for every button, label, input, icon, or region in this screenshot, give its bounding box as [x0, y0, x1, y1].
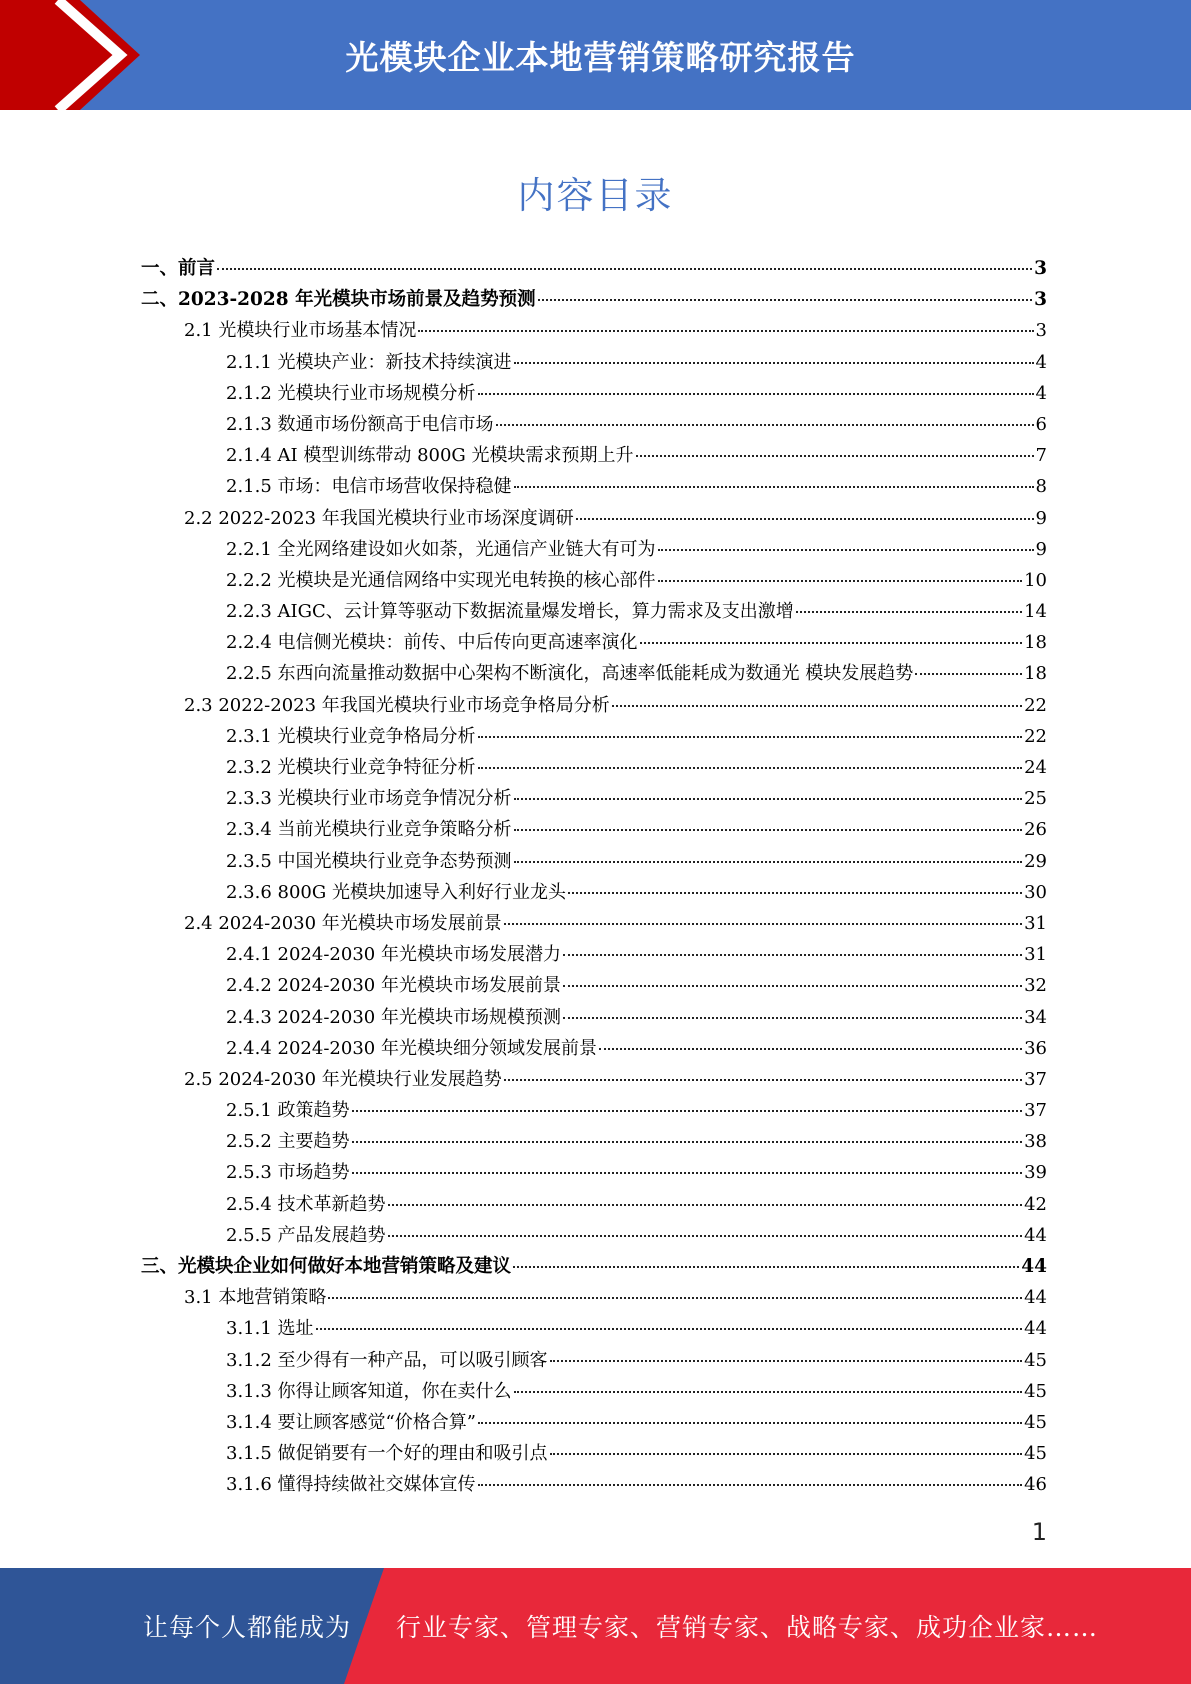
toc-entry-label: 2.3.2 光模块行业竞争特征分析 [226, 757, 476, 778]
toc-entry[interactable] [141, 1034, 1047, 1065]
toc-dot-leader [316, 1328, 1023, 1330]
toc-entry[interactable] [141, 1003, 1047, 1034]
toc-entry-label: 2.3.3 光模块行业市场竞争情况分析 [226, 788, 512, 810]
toc-entry-label: 2.3.4 当前光模块行业竞争策略分析 [226, 819, 512, 841]
toc-entry[interactable] [141, 691, 1047, 722]
toc-entry[interactable] [141, 1470, 1047, 1501]
toc-entry-page: 44 [1024, 1318, 1047, 1340]
toc-dot-leader [563, 1017, 1022, 1019]
toc-entry-page: 29 [1024, 850, 1047, 872]
toc-entry-page: 24 [1024, 757, 1047, 778]
toc-entry-page: 9 [1035, 538, 1047, 560]
toc-entry-label: 2.2.3 AIGC、云计算等驱动下数据流量爆发增长，算力需求及支出激增 [226, 601, 794, 623]
toc-dot-leader [514, 1391, 1023, 1393]
toc-entry-page: 45 [1024, 1380, 1047, 1402]
toc-entry[interactable] [141, 1158, 1047, 1189]
toc-entry-page: 10 [1024, 569, 1047, 591]
toc-entry-page: 18 [1024, 632, 1047, 654]
footer-band [0, 1568, 1191, 1684]
toc-entry-label: 2.5 2024-2030 年光模块行业发展趋势 [184, 1068, 502, 1090]
toc-entry-label: 2.4.2 2024-2030 年光模块市场发展前景 [226, 975, 561, 997]
toc-entry-label: 2.4.4 2024-2030 年光模块细分领域发展前景 [226, 1037, 597, 1059]
toc-entry-label: 2.4 2024-2030 年光模块市场发展前景 [184, 912, 502, 934]
toc-entry-label: 2.1.5 市场：电信市场营收保持稳健 [226, 476, 512, 498]
toc-entry-page: 22 [1024, 694, 1047, 716]
toc-entry-page: 39 [1024, 1162, 1047, 1184]
toc-entry-page: 44 [1021, 1256, 1047, 1277]
toc-entry-label: 2.3 2022-2023 年我国光模块行业市场竞争格局分析 [184, 694, 610, 716]
toc-entry-label: 2.2.4 电信侧光模块：前传、中后传向更高速率演化 [226, 632, 638, 654]
toc-entry-label: 2.3.1 光模块行业竞争格局分析 [226, 725, 476, 747]
toc-heading: 内容目录 [517, 174, 674, 217]
toc-dot-leader [478, 1422, 1022, 1424]
toc-entry-page: 14 [1024, 601, 1047, 623]
toc-entry[interactable] [141, 940, 1047, 971]
toc-entry[interactable] [141, 348, 1047, 379]
toc-entry-label: 3.1.5 做促销要有一个好的理由和吸引点 [226, 1443, 548, 1465]
toc-entry-label: 3.1.6 懂得持续做社交媒体宣传 [226, 1474, 476, 1496]
toc-dot-leader [496, 424, 1034, 426]
toc-dot-leader [418, 330, 1033, 332]
toc-dot-leader [915, 673, 1022, 675]
toc-entry[interactable] [141, 847, 1047, 878]
toc-dot-leader [550, 1453, 1023, 1455]
toc-entry-page: 37 [1024, 1100, 1047, 1122]
toc-entry[interactable] [141, 1439, 1047, 1470]
toc-entry-label: 3.1.2 至少得有一种产品，可以吸引顾客 [226, 1349, 548, 1371]
toc-entry[interactable] [141, 815, 1047, 846]
toc-dot-leader [576, 518, 1034, 520]
toc-entry-label: 2.1.1 光模块产业：新技术持续演进 [226, 351, 512, 373]
toc-dot-leader [478, 1484, 1023, 1486]
footer-slogan-right: 行业专家、管理专家、营销专家、战略专家、成功企业家…… [396, 1613, 1099, 1642]
toc-entry[interactable] [141, 597, 1047, 628]
toc-dot-leader [796, 611, 1022, 613]
report-title: 光模块企业本地营销策略研究报告 [345, 37, 856, 77]
toc-dot-leader [352, 1110, 1023, 1112]
toc-entry-label: 2.5.5 产品发展趋势 [226, 1224, 386, 1246]
toc-entry[interactable] [141, 1190, 1047, 1221]
toc-entry-label: 2.1.4 AI 模型训练带动 800G 光模块需求预期上升 [226, 445, 634, 467]
toc-dot-leader [217, 268, 1032, 270]
toc-dot-leader [658, 549, 1034, 551]
header-band [0, 0, 1191, 110]
page-number: 1 [1031, 1518, 1047, 1546]
toc-entry-page: 3 [1035, 320, 1047, 342]
toc-entry-page: 45 [1024, 1349, 1047, 1371]
toc-entry-page: 3 [1034, 289, 1047, 311]
toc-entry[interactable] [141, 784, 1047, 815]
toc-entry[interactable] [141, 566, 1047, 597]
toc-entry[interactable] [141, 379, 1047, 410]
toc-entry-page: 31 [1024, 944, 1047, 966]
toc-dot-leader [514, 362, 1034, 364]
toc-entry-label: 3.1.1 选址 [226, 1318, 314, 1340]
toc-dot-leader [478, 767, 1023, 769]
toc-dot-leader [513, 1266, 1019, 1268]
toc-dot-leader [612, 705, 1022, 707]
toc-entry-label: 2.1.2 光模块行业市场规模分析 [226, 382, 476, 404]
toc-entry-label: 2.1.3 数通市场份额高于电信市场 [226, 413, 494, 435]
toc-dot-leader [658, 580, 1023, 582]
toc-entry-label: 2.3.6 800G 光模块加速导入利好行业龙头 [226, 881, 566, 903]
toc-entry[interactable] [141, 1346, 1047, 1377]
toc-dot-leader [514, 798, 1023, 800]
toc-entry[interactable] [141, 1314, 1047, 1345]
toc-entry[interactable] [141, 1252, 1047, 1283]
toc-entry-page: 31 [1024, 912, 1047, 934]
toc-entry-label: 2.5.3 市场趋势 [226, 1162, 350, 1184]
toc-entry-label: 2.3.5 中国光模块行业竞争态势预测 [226, 850, 512, 872]
toc-entry-label: 2.1 光模块行业市场基本情况 [184, 320, 417, 342]
footer-slogan-left: 让每个人都能成为 [143, 1613, 352, 1642]
toc-dot-leader [352, 1172, 1023, 1174]
toc-entry-page: 30 [1024, 881, 1047, 903]
toc-dot-leader [550, 1360, 1023, 1362]
toc-entry[interactable] [141, 1408, 1047, 1439]
toc-dot-leader [352, 1141, 1023, 1143]
toc-entry-label: 2.2.2 光模块是光通信网络中实现光电转换的核心部件 [226, 569, 656, 591]
toc-entry[interactable] [141, 1127, 1047, 1158]
toc-entry[interactable] [141, 628, 1047, 659]
toc-entry-page: 42 [1024, 1193, 1047, 1215]
toc-entry-label: 3.1.3 你得让顾客知道，你在卖什么 [226, 1380, 512, 1402]
toc-entry-page: 6 [1035, 413, 1047, 435]
toc-dot-leader [328, 1297, 1022, 1299]
toc-dot-leader [478, 736, 1023, 738]
toc-entry[interactable] [141, 722, 1047, 753]
toc-dot-leader [640, 642, 1023, 644]
toc-entry-page: 37 [1024, 1068, 1047, 1090]
toc-entry-label: 2.5.2 主要趋势 [226, 1131, 350, 1153]
toc-entry-page: 22 [1024, 725, 1047, 747]
toc-entry[interactable] [141, 1283, 1047, 1314]
toc-entry-label: 2.5.1 政策趋势 [226, 1100, 350, 1122]
toc-entry[interactable] [141, 504, 1047, 535]
toc-entry[interactable] [141, 1065, 1047, 1096]
toc-entry-page: 8 [1035, 476, 1047, 498]
toc-entry-page: 18 [1024, 663, 1047, 685]
toc-entry-page: 38 [1024, 1131, 1047, 1153]
toc-entry-page: 46 [1024, 1474, 1047, 1496]
toc-entry-label: 2.4.1 2024-2030 年光模块市场发展潜力 [226, 944, 561, 966]
toc-entry[interactable] [141, 659, 1047, 690]
toc-entry-page: 44 [1024, 1287, 1047, 1309]
toc-entry-page: 45 [1024, 1411, 1047, 1433]
toc-entry[interactable] [141, 410, 1047, 441]
toc-dot-leader [568, 892, 1022, 894]
toc-dot-leader [504, 923, 1022, 925]
toc-entry[interactable] [141, 1221, 1047, 1252]
toc-entry-label: 一、前言 [141, 258, 216, 279]
toc-entry[interactable] [141, 254, 1047, 285]
toc-entry-label: 3.1 本地营销策略 [184, 1287, 327, 1309]
toc-dot-leader [563, 954, 1022, 956]
toc-dot-leader [478, 393, 1034, 395]
toc-dot-leader [514, 486, 1034, 488]
toc-dot-leader [514, 861, 1023, 863]
toc-entry[interactable] [141, 878, 1047, 909]
toc-dot-leader [563, 985, 1022, 987]
toc-entry-label: 2.2 2022-2023 年我国光模块行业市场深度调研 [184, 507, 574, 529]
toc-entry-label: 2.4.3 2024-2030 年光模块市场规模预测 [226, 1006, 561, 1028]
toc-entry[interactable] [141, 535, 1047, 566]
toc-entry[interactable] [141, 1377, 1047, 1408]
toc-dot-leader [388, 1204, 1023, 1206]
toc-entry-label: 2.5.4 技术革新趋势 [226, 1193, 386, 1215]
toc-entry-page: 9 [1035, 507, 1047, 529]
toc-entry-label: 2.2.1 全光网络建设如火如荼，光通信产业链大有可为 [226, 538, 656, 560]
toc-dot-leader [538, 299, 1033, 301]
toc-entry[interactable] [141, 441, 1047, 472]
toc-entry[interactable] [141, 1096, 1047, 1127]
toc-dot-leader [599, 1048, 1022, 1050]
toc-dot-leader [514, 829, 1023, 831]
toc-entry-label: 二、2023-2028 年光模块市场前景及趋势预测 [141, 289, 536, 311]
toc-entry[interactable] [141, 753, 1047, 784]
toc-entry[interactable] [141, 316, 1047, 347]
toc-entry-page: 45 [1024, 1443, 1047, 1465]
toc-entry-page: 32 [1024, 975, 1047, 997]
toc-entry-label: 2.2.5 东西向流量推动数据中心架构不断演化，高速率低能耗成为数通光 模块发展趋势 [226, 663, 914, 685]
toc-dot-leader [636, 455, 1034, 457]
toc-list [141, 254, 1047, 1502]
toc-entry-page: 25 [1024, 788, 1047, 810]
toc-dot-leader [388, 1235, 1023, 1237]
toc-entry[interactable] [141, 472, 1047, 503]
toc-entry[interactable] [141, 285, 1047, 316]
toc-entry-page: 4 [1035, 382, 1047, 404]
toc-dot-leader [504, 1079, 1022, 1081]
toc-entry-label: 3.1.4 要让顾客感觉“价格合算” [226, 1411, 476, 1433]
toc-entry-label: 三、光模块企业如何做好本地营销策略及建议 [141, 1256, 512, 1277]
toc-entry-page: 7 [1035, 445, 1047, 467]
toc-entry-page: 3 [1034, 258, 1047, 279]
toc-entry-page: 36 [1024, 1037, 1047, 1059]
toc-entry[interactable] [141, 971, 1047, 1002]
toc-entry-page: 34 [1024, 1006, 1047, 1028]
toc-entry[interactable] [141, 909, 1047, 940]
toc-entry-page: 4 [1035, 351, 1047, 373]
toc-entry-page: 26 [1024, 819, 1047, 841]
toc-entry-page: 44 [1024, 1224, 1047, 1246]
